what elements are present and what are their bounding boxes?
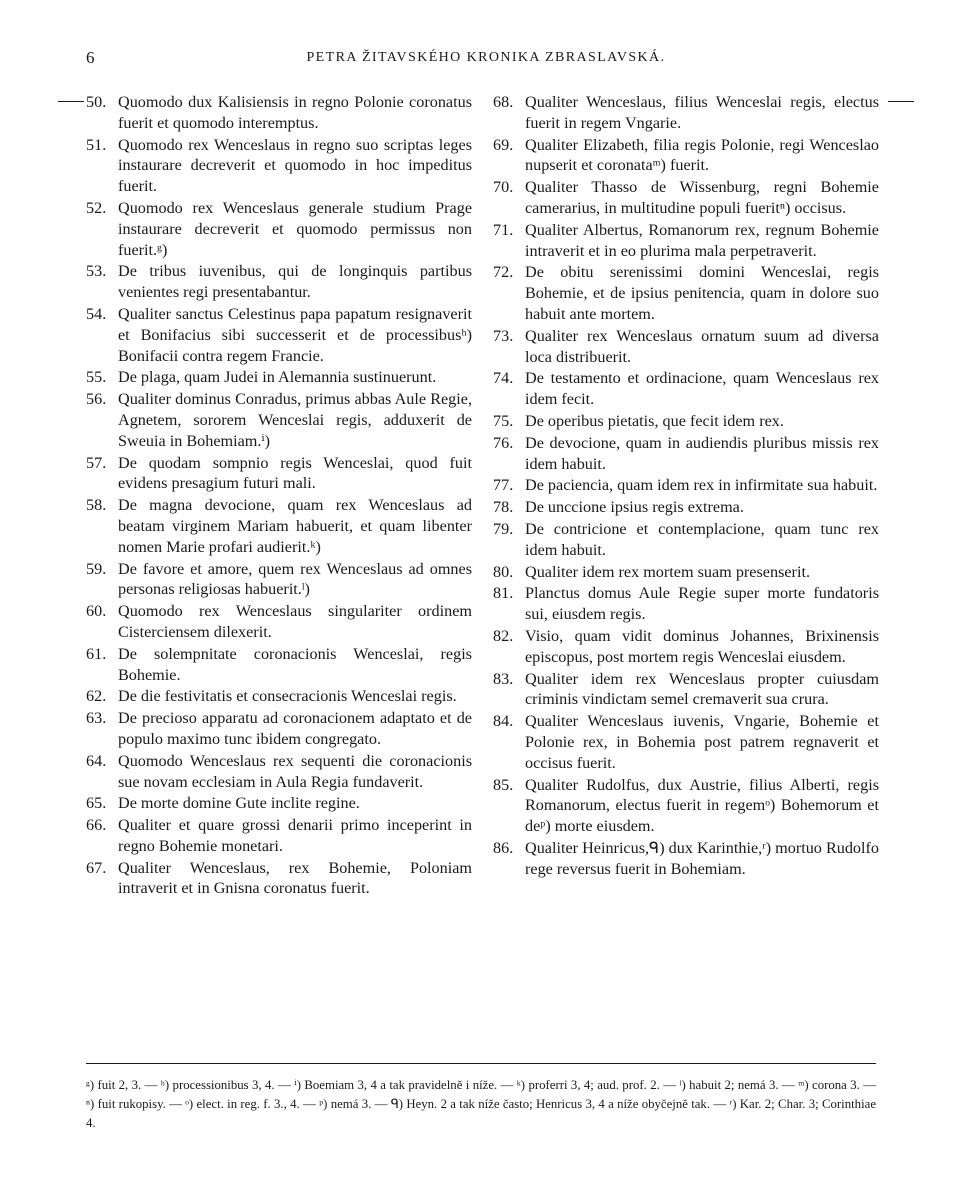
chapter-number: 56. xyxy=(86,390,107,409)
chapter-entry xyxy=(493,838,879,880)
chapter-entry xyxy=(86,858,472,900)
chapter-number: 71. xyxy=(493,220,514,239)
chapter-entry xyxy=(493,497,879,518)
chapter-entry xyxy=(86,389,472,451)
chapter-number: 86. xyxy=(493,838,514,857)
chapter-entry xyxy=(86,601,472,643)
chapter-title: De paciencia, quam idem rex in infirmitate sua habuit. xyxy=(525,476,878,495)
chapter-title: Qualiter Wenceslaus iuvenis, Vngarie, Bohemie et Polonie rex, in Bohemia post patrem regnaverit et occisus fuerit. xyxy=(525,712,879,772)
chapter-number: 53. xyxy=(86,262,107,281)
chapter-title: De die festivitatis et consecracionis Wenceslai regis. xyxy=(118,687,457,706)
chapter-number: 75. xyxy=(493,411,514,430)
chapter-number: 66. xyxy=(86,816,107,835)
chapter-number: 62. xyxy=(86,687,107,706)
right-column xyxy=(493,92,879,880)
chapter-number: 55. xyxy=(86,368,107,387)
chapter-entry xyxy=(493,368,879,410)
chapter-number: 72. xyxy=(493,263,514,282)
chapter-title: De operibus pietatis, que fecit idem rex. xyxy=(525,411,784,430)
chapter-number: 73. xyxy=(493,326,514,345)
footnotes: ᵍ) fuit 2, 3. — ʰ) processionibus 3, 4. — ⁱ) Boemiam 3, 4 a tak pravidelně i níže. — ᵏ) proferri 3, 4; aud. prof. 2. — ˡ) habuit 2; nemá 3. — ᵐ) corona 3. — ⁿ) fuit rukopisy. — ᵒ) elect. in reg. f. 3., 4. — ᵖ) nemá 3. — ᑫ) Heyn. 2 a tak níže často; Henricus 3, 4 a níže obyčejně tak. — ʳ) Kar. 2; Char. 3; Corinthiae 4. xyxy=(86,1078,876,1130)
chapter-title: Qualiter Thasso de Wissenburg, regni Bohemie camerarius, in multitudine populi fueritⁿ) occisus. xyxy=(525,178,879,217)
running-title: PETRA ŽITAVSKÉHO KRONIKA ZBRASLAVSKÁ. xyxy=(306,50,666,65)
chapter-entry xyxy=(86,198,472,260)
chapter-entry xyxy=(86,135,472,197)
chapter-entry xyxy=(86,644,472,686)
chapter-title: Quomodo rex Wenceslaus generale studium Prage instaurare decreverit et quomodo permissus non fuerit.ᵍ) xyxy=(118,198,472,259)
chapter-title: Qualiter Albertus, Romanorum rex, regnum Bohemie intraverit et in eo plurima mala perpetraverit. xyxy=(525,220,879,260)
chapter-number: 77. xyxy=(493,476,514,495)
chapter-title: Quomodo rex Wenceslaus in regno suo scriptas leges instaurare decreverit et quomodo in hoc impeditus fuerit. xyxy=(118,135,472,196)
page-header xyxy=(86,48,886,72)
chapter-title: De precioso apparatu ad coronacionem adaptato et de populo maximo tunc ibidem congregato. xyxy=(118,709,472,748)
chapter-number: 78. xyxy=(493,498,514,517)
chapter-entry xyxy=(493,220,879,262)
chapter-title: Qualiter idem rex Wenceslaus propter cuiusdam criminis vindictam semel cremaverit sua crura. xyxy=(525,669,879,709)
chapter-entry xyxy=(493,775,879,837)
chapter-title: Qualiter dominus Conradus, primus abbas Aule Regie, Agnetem, sororem Wenceslai regis, adduxerit de Sweuia in Bohemiam.ⁱ) xyxy=(118,390,472,450)
chapter-entry xyxy=(86,453,472,495)
chapter-entry xyxy=(493,519,879,561)
chapter-entry xyxy=(493,262,879,324)
chapter-title: Qualiter et quare grossi denarii primo inceperint in regno Bohemie monetari. xyxy=(118,816,472,855)
chapter-entry xyxy=(493,562,879,583)
chapter-number: 58. xyxy=(86,496,107,515)
chapter-number: 74. xyxy=(493,369,514,388)
chapter-number: 81. xyxy=(493,584,514,603)
chapter-entry xyxy=(86,367,472,388)
chapter-number: 65. xyxy=(86,794,107,813)
chapter-entry xyxy=(86,304,472,366)
chapter-number: 83. xyxy=(493,669,514,688)
chapter-number: 59. xyxy=(86,559,107,578)
chapter-title: Qualiter Rudolfus, dux Austrie, filius Alberti, regis Romanorum, electus fuerit in regemᵒ) Bohemorum et deᵖ) morte eiusdem. xyxy=(525,775,879,836)
chapter-number: 50. xyxy=(86,93,107,111)
footnote-divider xyxy=(86,1063,876,1064)
chapter-number: 51. xyxy=(86,135,107,154)
chapter-entry xyxy=(493,135,879,177)
chapter-number: 52. xyxy=(86,198,107,217)
chapter-title: De magna devocione, quam rex Wenceslaus ad beatam virginem Mariam habuerit, et quam libenter nomen Marie profari audierit.ᵏ) xyxy=(118,496,472,556)
chapter-number: 68. xyxy=(493,93,514,111)
chapter-entry xyxy=(86,708,472,750)
chapter-entry xyxy=(86,559,472,601)
chapter-entry xyxy=(86,495,472,557)
chapter-number: 61. xyxy=(86,644,107,663)
chapter-title: De unccione ipsius regis extrema. xyxy=(525,498,744,517)
chapter-entry xyxy=(493,411,879,432)
chapter-entry xyxy=(86,92,472,134)
chapter-entry xyxy=(86,261,472,303)
chapter-title: De tribus iuvenibus, qui de longinquis partibus venientes regi presentabantur. xyxy=(118,262,472,302)
chapter-entry xyxy=(86,815,472,857)
chapter-number: 57. xyxy=(86,453,107,472)
chapter-entry xyxy=(493,433,879,475)
chapter-number: 67. xyxy=(86,858,107,877)
chapter-entry xyxy=(493,669,879,711)
left-margin-dash xyxy=(58,101,84,102)
chapter-number: 76. xyxy=(493,433,514,452)
chapter-number: 60. xyxy=(86,602,107,621)
chapter-title: Quomodo rex Wenceslaus singulariter ordinem Cisterciensem dilexerit. xyxy=(118,602,472,641)
chapter-title: De plaga, quam Judei in Alemannia sustinuerunt. xyxy=(118,368,437,387)
chapter-entry xyxy=(493,177,879,219)
chapter-title: Qualiter Elizabeth, filia regis Polonie, regi Wenceslao nupserit et coronataᵐ) fuerit. xyxy=(525,135,879,175)
chapter-number: 82. xyxy=(493,626,514,645)
chapter-title: De testamento et ordinacione, quam Wenceslaus rex idem fecit. xyxy=(525,369,879,409)
left-column xyxy=(86,92,472,900)
chapter-title: Quomodo dux Kalisiensis in regno Polonie coronatus fuerit et quomodo interemptus. xyxy=(118,93,472,132)
chapter-number: 84. xyxy=(493,712,514,731)
chapter-entry xyxy=(86,793,472,814)
chapter-entry xyxy=(493,711,879,773)
chapter-entry xyxy=(493,583,879,625)
chapter-title: De morte domine Gute inclite regine. xyxy=(118,794,360,813)
chapter-number: 54. xyxy=(86,304,107,323)
chapter-number: 85. xyxy=(493,775,514,794)
chapter-title: De contricione et contemplacione, quam tunc rex idem habuit. xyxy=(525,519,879,559)
chapter-title: Qualiter rex Wenceslaus ornatum suum ad diversa loca distribuerit. xyxy=(525,326,879,366)
chapter-title: Quomodo Wenceslaus rex sequenti die coronacionis sue novam ecclesiam in Aula Regia fundaverit. xyxy=(118,751,472,791)
chapter-entry xyxy=(493,626,879,668)
chapter-title: Planctus domus Aule Regie super morte fundatoris sui, eiusdem regis. xyxy=(525,584,879,624)
chapter-number: 63. xyxy=(86,709,107,728)
chapter-title: Qualiter sanctus Celestinus papa papatum resignaverit et Bonifacius sibi successerit et de processibusʰ) Bonifacii contra regem Francie. xyxy=(118,304,472,365)
chapter-title: De quodam sompnio regis Wenceslai, quod fuit evidens presagium futuri mali. xyxy=(118,453,472,493)
chapter-entry xyxy=(493,92,879,134)
chapter-number: 79. xyxy=(493,519,514,538)
chapter-title: De obitu serenissimi domini Wenceslai, regis Bohemie, et de ipsius penitencia, quam in dolore suo habuit ante mortem. xyxy=(525,263,879,323)
chapter-title: Visio, quam vidit dominus Johannes, Brixinensis episcopus, post mortem regis Wenceslai eiusdem. xyxy=(525,626,879,666)
chapter-title: Qualiter Wenceslaus, filius Wenceslai regis, electus fuerit in regem Vngarie. xyxy=(525,93,879,132)
chapter-title: Qualiter Wenceslaus, rex Bohemie, Poloniam intraverit et in Gnisna coronatus fuerit. xyxy=(118,858,472,898)
chapter-entry xyxy=(86,751,472,793)
chapter-number: 64. xyxy=(86,751,107,770)
chapter-title: De devocione, quam in audiendis pluribus missis rex idem habuit. xyxy=(525,433,879,473)
chapter-number: 70. xyxy=(493,178,514,197)
chapter-entry xyxy=(86,686,472,707)
chapter-entry xyxy=(493,475,879,496)
chapter-number: 80. xyxy=(493,562,514,581)
right-margin-dash xyxy=(888,101,914,102)
chapter-title: De favore et amore, quem rex Wenceslaus ad omnes personas religiosas habuerit.ˡ) xyxy=(118,559,472,599)
chapter-title: Qualiter Heinricus,ᑫ) dux Karinthie,ʳ) mortuo Rudolfo rege reversus fuerit in Bohemiam. xyxy=(525,838,879,878)
chapter-title: De solempnitate coronacionis Wenceslai, regis Bohemie. xyxy=(118,644,472,684)
chapter-entry xyxy=(493,326,879,368)
chapter-title: Qualiter idem rex mortem suam presenserit. xyxy=(525,562,810,581)
page-number: 6 xyxy=(86,48,96,67)
chapter-number: 69. xyxy=(493,135,514,154)
